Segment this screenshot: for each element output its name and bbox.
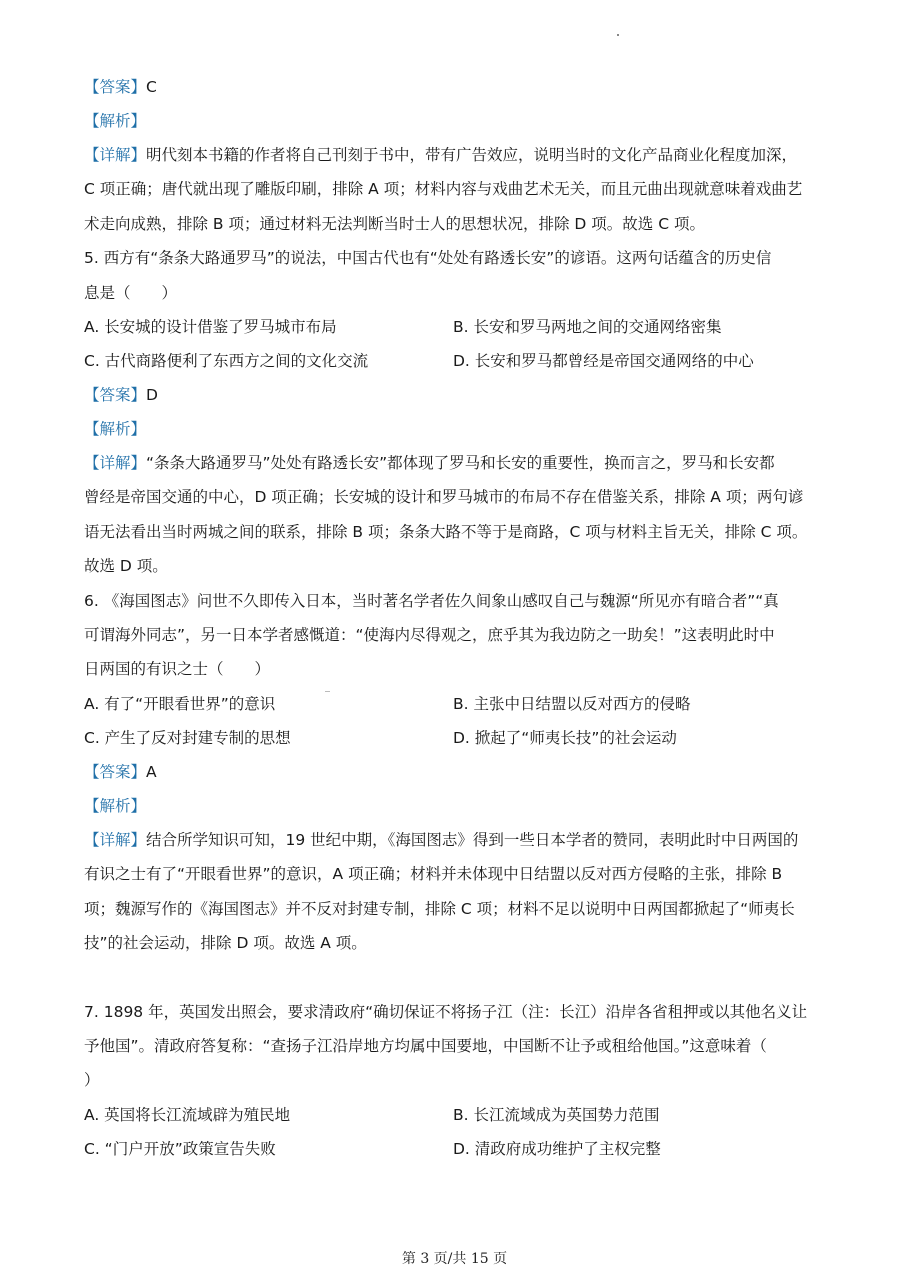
answer-tag: 【答案】: [84, 762, 147, 781]
option-d: D. 清政府成功维护了主权完整: [453, 1139, 661, 1158]
answer-value: D: [146, 386, 158, 405]
q6-stem: [84, 584, 826, 687]
option-c: C. 产生了反对封建专制的思想: [84, 728, 291, 747]
option-b: B. 主张中日结盟以反对西方的侵略: [453, 694, 691, 713]
q7-stem: [84, 995, 826, 1098]
analysis-tag: 【解析】: [84, 796, 147, 815]
q5-stem: [84, 241, 826, 310]
q7-options-row-2: [84, 1132, 826, 1166]
answer-tag: 【答案】: [84, 386, 147, 405]
stem-line: 5. 西方有“条条大路通罗马”的说法，中国古代也有“处处有路透长安”的谚语。这两句话蕴含的历史信: [84, 249, 772, 268]
option-c: C. 古代商路便利了东西方之间的文化交流: [84, 352, 369, 371]
q6-options-row-1: [84, 687, 826, 721]
answer-value: C: [146, 78, 157, 96]
detail-line: 项；魏源写作的《海国图志》并不反对封建专制，排除 C 项；材料不足以说明中日两国都掀起了“师夷长: [84, 899, 795, 918]
option-b: B. 长安和罗马两地之间的交通网络密集: [453, 318, 722, 337]
stem-line: 予他国”。清政府答复称：“查扬子江沿岸地方均属中国要地，中国断不让予或租给他国。”这意味着（: [84, 1036, 767, 1055]
detail-line: 有识之士有了“开眼看世界”的意识，A 项正确；材料并未体现中日结盟以反对西方侵略的主张，排除 B: [84, 865, 783, 884]
detail-line: C 项正确；唐代就出现了雕版印刷，排除 A 项；材料内容与戏曲艺术无关，而且元曲出现就意味着戏曲艺: [84, 180, 803, 199]
analysis-tag: 【解析】: [84, 420, 147, 439]
spacer: [84, 961, 826, 995]
detail-tag: 【详解】: [84, 454, 147, 473]
q5-analysis-heading: [84, 412, 826, 446]
detail-line: 术走向成熟，排除 B 项；通过材料无法判断当时士人的思想状况，排除 D 项。故选 C 项。: [84, 214, 705, 233]
analysis-tag: 【解析】: [84, 112, 147, 130]
option-a: A. 有了“开眼看世界”的意识: [84, 694, 276, 713]
q5-detail: [84, 446, 826, 584]
detail-line: 故选 D 项。: [84, 557, 168, 576]
page-speck: [617, 34, 619, 36]
q5-options-row-1: [84, 310, 826, 344]
q4-detail: [84, 138, 826, 241]
q4-analysis-heading: [84, 104, 826, 138]
q6-analysis-heading: [84, 789, 826, 823]
option-d: D. 掀起了“师夷长技”的社会运动: [453, 728, 677, 747]
stem-line: 6. 《海国图志》问世不久即传入日本，当时著名学者佐久间象山感叹自己与魏源“所见亦有暗合者”“真: [84, 591, 779, 610]
detail-tag: 【详解】: [84, 146, 147, 164]
option-c: C. “门户开放”政策宣告失败: [84, 1139, 276, 1158]
q6-options-row-2: [84, 721, 826, 755]
detail-line: 语无法看出当时两城之间的联系，排除 B 项；条条大路不等于是商路，C 项与材料主旨无关，排除 C 项。: [84, 522, 808, 541]
document-body: [84, 70, 826, 1166]
q7-options-row-1: [84, 1098, 826, 1132]
detail-line: 曾经是帝国交通的中心，D 项正确；长安城的设计和罗马城市的布局不存在借鉴关系，排除 A 项；两句谚: [84, 488, 804, 507]
detail-line: 【详解】“条条大路通罗马”处处有路透长安”都体现了罗马和长安的重要性，换而言之，罗马和长安都: [84, 454, 775, 473]
answer-value: A: [146, 762, 157, 781]
detail-line: 技”的社会运动，排除 D 项。故选 A 项。: [84, 934, 367, 953]
stem-line: 日两国的有识之士（ ）: [84, 660, 271, 679]
answer-tag: 【答案】: [84, 78, 147, 96]
q6-answer: [84, 755, 826, 789]
stem-line: 7. 1898 年，英国发出照会，要求清政府“确切保证不将扬子江（注：长江）沿岸各省租押或以其他名义让: [84, 1002, 808, 1021]
q5-answer: [84, 378, 826, 412]
q6-detail: [84, 823, 826, 961]
detail-tag: 【详解】: [84, 830, 147, 849]
option-d: D. 长安和罗马都曾经是帝国交通网络的中心: [453, 352, 754, 371]
q4-answer: [84, 70, 826, 104]
option-a: A. 英国将长江流域辟为殖民地: [84, 1105, 291, 1124]
detail-line: 【详解】明代刻本书籍的作者将自己刊刻于书中，带有广告效应，说明当时的文化产品商业化程度加深，: [84, 146, 798, 164]
q5-options-row-2: [84, 344, 826, 378]
option-a: A. 长安城的设计借鉴了罗马城市布局: [84, 318, 337, 337]
stem-line: 可谓海外同志”，另一日本学者感慨道：“使海内尽得观之，庶乎其为我边防之一助矣！”这表明此时中: [84, 626, 775, 645]
option-b: B. 长江流域成为英国势力范围: [453, 1105, 660, 1124]
detail-line: 【详解】结合所学知识可知，19 世纪中期，《海国图志》得到一些日本学者的赞同，表明此时中日两国的: [84, 830, 799, 849]
stem-line: ）: [84, 1071, 100, 1090]
page-number: 第 3 页/共 15 页: [401, 1251, 508, 1267]
stem-line: 息是（ ）: [84, 283, 178, 302]
